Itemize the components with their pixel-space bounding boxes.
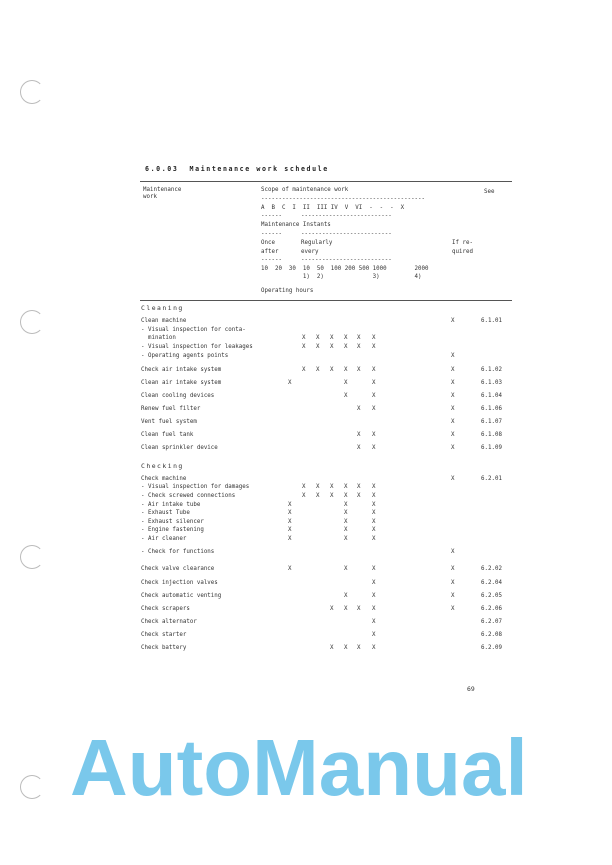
interval-mark-iii: X (330, 493, 334, 499)
row-label: Check scrapers (141, 606, 190, 612)
interval-mark-v: X (357, 367, 361, 373)
interval-mark-vi: X (372, 445, 376, 451)
section-heading: Checking (141, 462, 184, 470)
see-reference: 6.1.04 (481, 393, 502, 399)
footnote-markers: 1) 2) 3) 4) (261, 274, 422, 280)
see-reference: 6.1.08 (481, 432, 502, 438)
punch-hole (20, 80, 44, 104)
interval-mark-v: X (357, 606, 361, 612)
interval-mark-vi: X (372, 493, 376, 499)
interval-mark-i: X (302, 493, 306, 499)
row-label: Check starter (141, 632, 187, 638)
row-label: - Operating agents points (141, 353, 229, 359)
interval-mark-vi: X (372, 645, 376, 651)
row-label: Clean air intake system (141, 380, 222, 386)
if-required-mark: X (451, 432, 455, 438)
interval-mark-iv: X (344, 593, 348, 599)
punch-hole (20, 310, 44, 334)
interval-mark-vi: X (372, 432, 376, 438)
interval-mark-iii: X (330, 335, 334, 341)
interval-mark-iv: X (344, 493, 348, 499)
interval-mark-iv: X (344, 344, 348, 350)
interval-mark-vi: X (372, 484, 376, 490)
see-reference: 6.2.02 (481, 566, 502, 572)
interval-mark-iii: X (330, 645, 334, 651)
interval-mark-v: X (357, 344, 361, 350)
row-label: Clean cooling devices (141, 393, 215, 399)
interval-mark-vi: X (372, 519, 376, 525)
see-reference: 6.1.02 (481, 367, 502, 373)
interval-mark-c: X (288, 566, 292, 572)
row-label: - Check screwed connections (141, 493, 236, 499)
interval-mark-i: X (302, 344, 306, 350)
row-label: - Exhaust Tube (141, 510, 190, 516)
see-reference: 6.2.08 (481, 632, 502, 638)
interval-mark-v: X (357, 484, 361, 490)
interval-mark-vi: X (372, 406, 376, 412)
row-label: - Air intake tube (141, 502, 201, 508)
dashes: ------ (261, 257, 282, 263)
interval-mark-iv: X (344, 566, 348, 572)
see-reference: 6.1.06 (481, 406, 502, 412)
see-reference: 6.1.03 (481, 380, 502, 386)
interval-mark-iv: X (344, 527, 348, 533)
every-label: every (301, 249, 319, 255)
if-required-mark: X (451, 393, 455, 399)
see-reference: 6.2.09 (481, 645, 502, 651)
interval-mark-vi: X (372, 619, 376, 625)
interval-mark-ii: X (316, 367, 320, 373)
watermark: AutoManual (70, 723, 528, 812)
if-required-mark: X (451, 606, 455, 612)
if-required-mark: X (451, 549, 455, 555)
interval-codes: A B C I II III IV V VI - - - X (261, 205, 405, 211)
interval-mark-vi: X (372, 393, 376, 399)
row-label: - Visual inspection for damages (141, 484, 250, 490)
dashes: -------------------------- (301, 257, 392, 263)
interval-mark-vi: X (372, 510, 376, 516)
interval-mark-iv: X (344, 536, 348, 542)
see-reference: 6.2.07 (481, 619, 502, 625)
interval-mark-iv: X (344, 484, 348, 490)
if-required-mark: X (451, 380, 455, 386)
interval-mark-c: X (288, 510, 292, 516)
once-label: Once (261, 240, 275, 246)
interval-mark-iii: X (330, 606, 334, 612)
row-label: Vent fuel system (141, 419, 197, 425)
if-required-mark: X (451, 445, 455, 451)
interval-mark-iv: X (344, 393, 348, 399)
if-required-mark: X (451, 353, 455, 359)
interval-mark-c: X (288, 536, 292, 542)
row-label: Check machine (141, 476, 187, 482)
page-title: 6.0.03 Maintenance work schedule (145, 165, 329, 173)
interval-mark-iii: X (330, 367, 334, 373)
interval-mark-v: X (357, 493, 361, 499)
divider (140, 300, 512, 301)
interval-mark-iv: X (344, 519, 348, 525)
row-label: - Check for functions (141, 549, 215, 555)
dashes: ----------------------------------------------- (261, 196, 426, 202)
interval-mark-ii: X (316, 335, 320, 341)
punch-hole (20, 775, 44, 799)
interval-mark-vi: X (372, 536, 376, 542)
interval-mark-iii: X (330, 344, 334, 350)
dashes: -------------------------- (301, 231, 392, 237)
row-label: Check injection valves (141, 580, 218, 586)
interval-mark-vi: X (372, 566, 376, 572)
interval-mark-ii: X (316, 484, 320, 490)
after-label: after (261, 249, 279, 255)
if-required-mark: X (451, 476, 455, 482)
interval-mark-iv: X (344, 335, 348, 341)
interval-mark-i: X (302, 367, 306, 373)
row-label: Check valve clearance (141, 566, 215, 572)
see-reference: 6.1.09 (481, 445, 502, 451)
dashes: -------------------------- (301, 213, 392, 219)
interval-mark-iv: X (344, 380, 348, 386)
operating-hours-values: 10 20 30 10 50 100 200 500 1000 2000 (261, 266, 429, 272)
dashes: ------ (261, 231, 282, 237)
row-label: Clean machine (141, 318, 187, 324)
row-label: mination (141, 335, 176, 341)
row-label: - Visual inspection for conta- (141, 327, 246, 333)
punch-hole (20, 545, 44, 569)
if-required-mark: X (451, 419, 455, 425)
row-label: - Air cleaner (141, 536, 187, 542)
interval-mark-vi: X (372, 593, 376, 599)
interval-mark-vi: X (372, 367, 376, 373)
interval-mark-vi: X (372, 606, 376, 612)
if-required-mark: X (451, 406, 455, 412)
if-required-mark: X (451, 318, 455, 324)
maintenance-instants: Maintenance Instants (261, 222, 331, 228)
interval-mark-v: X (357, 445, 361, 451)
row-label: - Engine fastening (141, 527, 204, 533)
dashes: ------ (261, 213, 282, 219)
interval-mark-vi: X (372, 502, 376, 508)
interval-mark-i: X (302, 335, 306, 341)
interval-mark-v: X (357, 406, 361, 412)
required-label: If re- (452, 240, 473, 246)
if-required-mark: X (451, 593, 455, 599)
row-label: Check alternator (141, 619, 197, 625)
row-label: Check air intake system (141, 367, 222, 373)
row-label: Clean sprinkler device (141, 445, 218, 451)
scope-heading: Scope of maintenance work (261, 187, 349, 193)
interval-mark-c: X (288, 380, 292, 386)
interval-mark-v: X (357, 335, 361, 341)
interval-mark-vi: X (372, 527, 376, 533)
operating-hours-label: Operating hours (261, 288, 314, 294)
page-number: 69 (467, 685, 475, 693)
see-reference: 6.2.01 (481, 476, 502, 482)
interval-mark-c: X (288, 519, 292, 525)
row-label: - Exhaust silencer (141, 519, 204, 525)
interval-mark-vi: X (372, 632, 376, 638)
regularly-label: Regularly (301, 240, 333, 246)
interval-mark-i: X (302, 484, 306, 490)
interval-mark-ii: X (316, 344, 320, 350)
if-required-mark: X (451, 566, 455, 572)
interval-mark-iv: X (344, 606, 348, 612)
interval-mark-vi: X (372, 580, 376, 586)
row-label: Clean fuel tank (141, 432, 194, 438)
col-label-1: Maintenance (143, 187, 182, 193)
interval-mark-vi: X (372, 380, 376, 386)
col-label-2: work (143, 194, 157, 200)
if-required-mark: X (451, 580, 455, 586)
row-label: - Visual inspection for leakages (141, 344, 253, 350)
interval-mark-iv: X (344, 645, 348, 651)
interval-mark-iii: X (330, 484, 334, 490)
see-reference: 6.2.06 (481, 606, 502, 612)
interval-mark-v: X (357, 432, 361, 438)
interval-mark-c: X (288, 502, 292, 508)
interval-mark-ii: X (316, 493, 320, 499)
row-label: Check automatic venting (141, 593, 222, 599)
see-reference: 6.1.01 (481, 318, 502, 324)
row-label: Renew fuel filter (141, 406, 201, 412)
interval-mark-vi: X (372, 344, 376, 350)
divider (140, 181, 512, 182)
section-heading: Cleaning (141, 304, 184, 312)
interval-mark-iv: X (344, 510, 348, 516)
interval-mark-c: X (288, 527, 292, 533)
see-reference: 6.1.07 (481, 419, 502, 425)
see-reference: 6.2.04 (481, 580, 502, 586)
interval-mark-v: X (357, 645, 361, 651)
interval-mark-iv: X (344, 367, 348, 373)
interval-mark-iv: X (344, 502, 348, 508)
if-required-mark: X (451, 367, 455, 373)
required-label-2: quired (452, 249, 473, 255)
see-heading: See (484, 189, 495, 195)
row-label: Check battery (141, 645, 187, 651)
see-reference: 6.2.05 (481, 593, 502, 599)
interval-mark-vi: X (372, 335, 376, 341)
